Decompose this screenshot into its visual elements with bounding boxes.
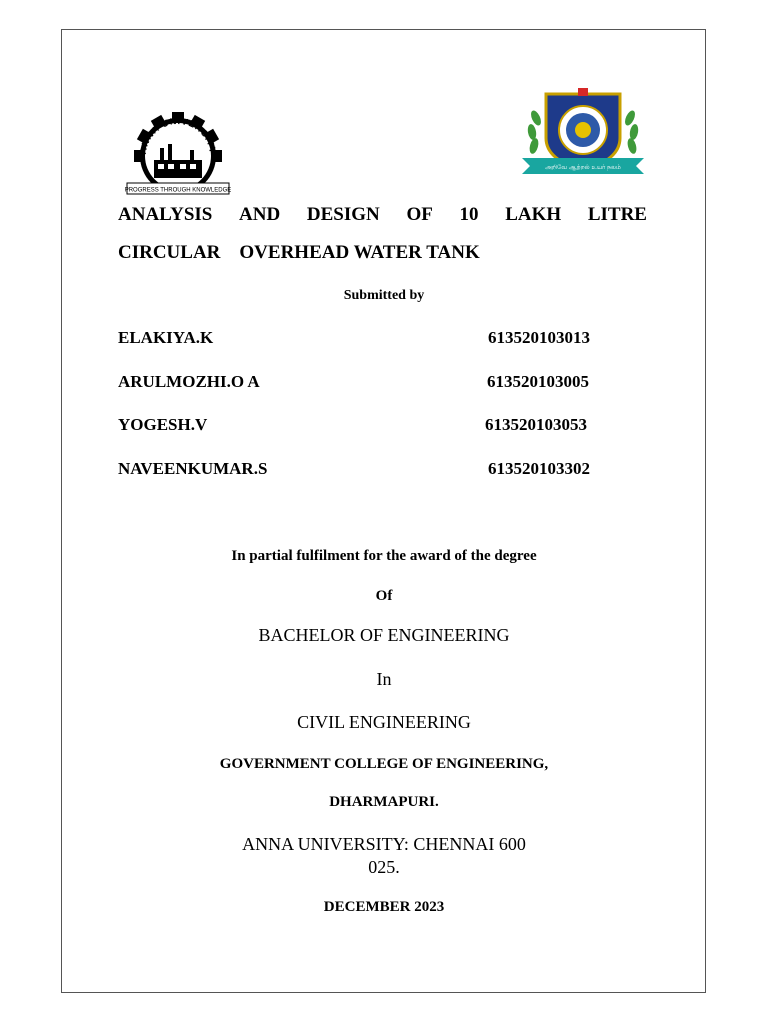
title-line-1 xyxy=(118,204,647,226)
title-word: LAKH xyxy=(505,204,562,225)
title-word: LITRE xyxy=(587,204,647,225)
student-name: ELAKIYA.K xyxy=(118,328,214,347)
emblem-motto: அறிவே ஆற்றல் உயர் நலம் xyxy=(545,164,621,171)
degree-name: BACHELOR OF ENGINEERING xyxy=(258,625,510,645)
student-roll-number: 613520103053 xyxy=(485,415,587,434)
submission-date: DECEMBER 2023 xyxy=(323,899,445,915)
branch-name: CIVIL ENGINEERING xyxy=(297,712,471,732)
title-word: AND xyxy=(239,204,281,225)
submitted-by-label: Submitted by xyxy=(343,288,425,303)
title-line-2: CIRCULAR OVERHEAD WATER TANK xyxy=(118,242,480,263)
college-city: DHARMAPURI. xyxy=(329,794,439,810)
student-name: YOGESH.V xyxy=(118,415,208,434)
title-word: ANALYSIS xyxy=(118,204,213,225)
anna-university-logo xyxy=(124,104,232,196)
title-word: 10 xyxy=(459,204,479,225)
college-name: GOVERNMENT COLLEGE OF ENGINEERING, xyxy=(219,756,549,772)
student-roll-number: 613520103302 xyxy=(488,459,590,478)
student-name: NAVEENKUMAR.S xyxy=(118,459,268,478)
of-text: Of xyxy=(375,588,393,604)
logo-arc-text: ANNA UNIVERSITY xyxy=(137,115,219,155)
partial-fulfilment-text: In partial fulfilment for the award of the degree xyxy=(231,548,537,564)
university-line-1: ANNA UNIVERSITY: CHENNAI 600 xyxy=(242,834,526,854)
student-name: ARULMOZHI.O A xyxy=(118,372,260,391)
college-emblem xyxy=(518,86,648,182)
student-roll-number: 613520103005 xyxy=(487,372,589,391)
title-word: DESIGN xyxy=(306,204,380,225)
title-word: OF xyxy=(406,204,433,225)
student-roll-number: 613520103013 xyxy=(488,328,590,347)
in-text: In xyxy=(376,669,392,689)
logo-caption: PROGRESS THROUGH KNOWLEDGE xyxy=(124,187,232,194)
university-line-2: 025. xyxy=(368,857,400,877)
